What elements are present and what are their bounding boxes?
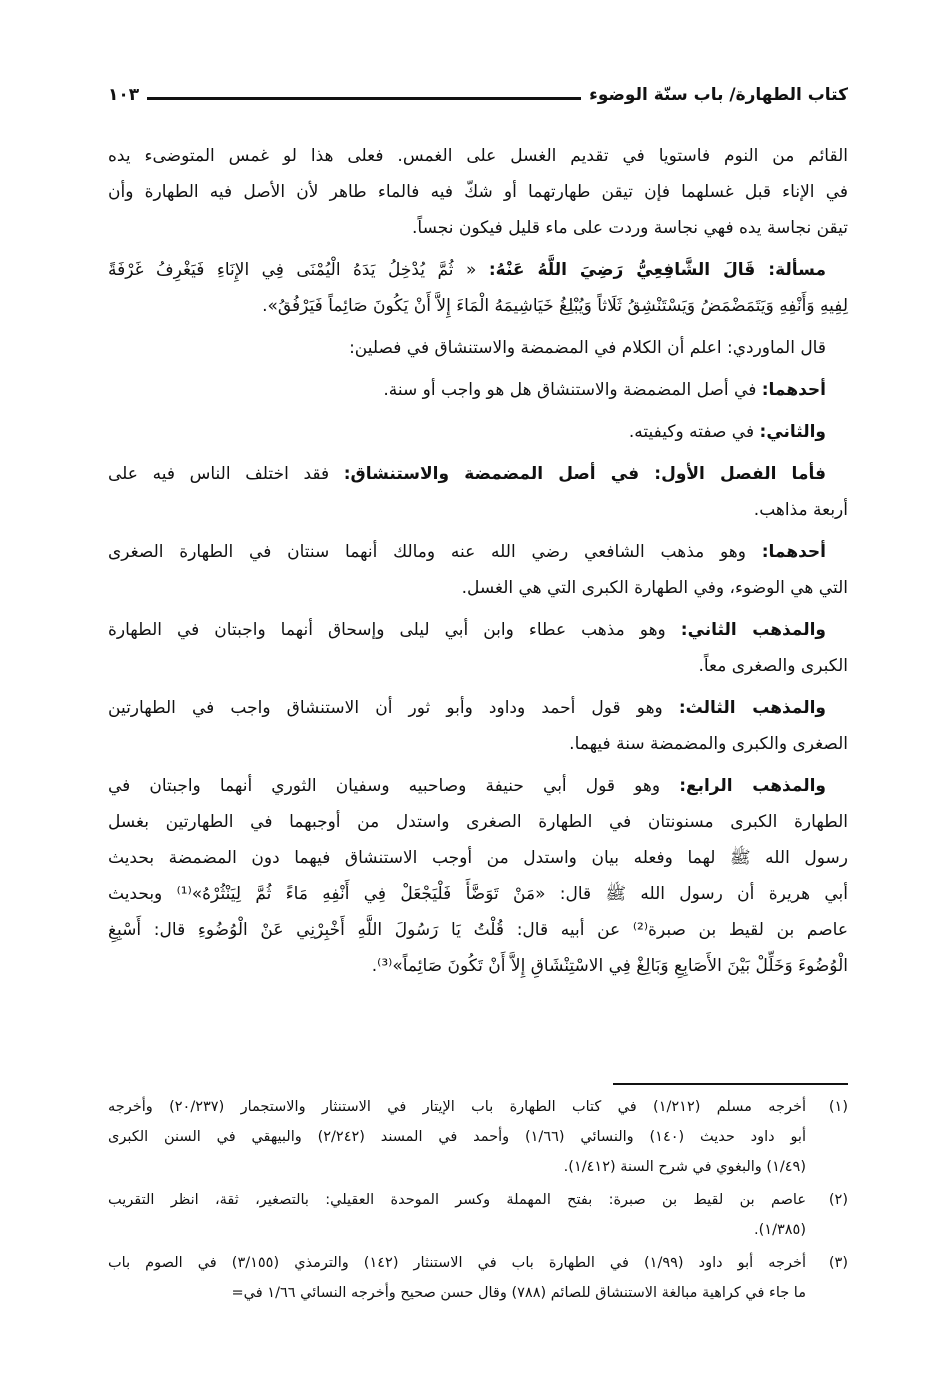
footnote-text: أخرجه أبو داود (١/٩٩) في الطهارة باب في الاستنثار (١٤٢) والترمذي (٣/١٥٥) في الصوم باب	[108, 1255, 806, 1271]
text-line	[108, 648, 848, 684]
footnote-line	[108, 1278, 848, 1308]
line-text: أبي هريرة أن رسول الله ﷺ قال: «مَنْ تَوَضَّأَ فَلْيَجْعَلْ فِي أَنْفِهِ مَاءً ثُمَّ لِيَنْثُرْهُ»⁽¹⁾ وبحديث	[108, 884, 848, 904]
paragraph	[108, 768, 848, 984]
line-text: الصغرى والكبرى والمضمضة سنة فيهما.	[569, 734, 848, 754]
footnote	[108, 1248, 848, 1308]
bold-lead: أحدهما:	[761, 380, 826, 400]
line-text: الْوُضُوءَ وَخَلِّلْ بَيْنَ الأَصَابِعِ وَبَالِغْ فِي الاسْتِنْشَاقِ إِلاَّ أَنْ تَكُونَ صَائِماً»⁽³⁾.	[371, 956, 848, 976]
footnote-line	[108, 1092, 848, 1122]
line-text: القائم من النوم فاستويا في تقديم الغسل على الغمس. فعلى هذا لو غمس المتوضىء يده	[108, 146, 848, 166]
paragraph	[108, 330, 848, 366]
text-line	[108, 948, 848, 984]
bold-lead: فأما الفصل الأول: في أصل المضمضة والاستنشاق:	[343, 464, 826, 484]
footnote	[108, 1185, 848, 1245]
text-line	[108, 210, 848, 246]
line-text: لِفِيهِ وَأَنْفِهِ وَيَتَمَضْمَضُ وَيَسْتَنْشِقُ ثَلَاثاً وَيُبْلِغُ خَيَاشِيمَهُ الْمَاءَ إِلاَّ أَنْ يَكُونَ صَائِماً فَيَرْفُقُ».	[262, 296, 848, 316]
line-text: عاصم بن لقيط بن صبرة⁽²⁾ عن أبيه قال: قُلْتُ يَا رَسُولَ اللَّهِ أَخْبِرْنِي عَنْ الْوُضُوءِ قال: أَسْبِغِ	[108, 920, 848, 940]
text-line	[108, 492, 848, 528]
text-line	[108, 372, 848, 408]
line-text: « ثُمَّ يُدْخِلُ يَدَهُ الْيُمْنَى فِي الإِنَاءِ فَيَغْرِفُ غَرْفَةً	[108, 260, 489, 280]
footnote-line	[108, 1122, 848, 1152]
footnote-text: ما جاء في كراهية مبالغة الاستنشاق للصائم (٧٨٨) وقال حسن صحيح وأخرجه النسائي ١/٦٦ في=	[231, 1285, 806, 1301]
footnote-line	[108, 1248, 848, 1278]
footnote	[108, 1092, 848, 1182]
text-line	[108, 330, 848, 366]
line-text: التي هي الوضوء، وفي الطهارة الكبرى التي هي الغسل.	[461, 578, 848, 598]
text-line	[108, 876, 848, 912]
paragraph	[108, 372, 848, 408]
main-text	[108, 138, 848, 990]
footnote-number: (١)	[828, 1099, 848, 1115]
line-text: في الإناء قبل غسلهما فإن تيقن طهارتهما أو شكّ فيه فالماء طاهر لأن الأصل فيه الطهارة وأن	[108, 182, 848, 202]
text-line	[108, 138, 848, 174]
paragraph	[108, 612, 848, 684]
paragraph	[108, 138, 848, 246]
text-line	[108, 840, 848, 876]
header-title: كتاب الطهارة/ باب سنّة الوضوء	[589, 85, 848, 105]
footnote-divider	[613, 1083, 848, 1085]
text-line	[108, 534, 848, 570]
line-text: قال الماوردي: اعلم أن الكلام في المضمضة والاستنشاق في فصلين:	[349, 338, 826, 358]
line-text: تيقن نجاسة يده فهي نجاسة وردت على ماء قليل فيكون نجساً.	[412, 218, 848, 238]
footnote-number: (٢)	[828, 1192, 848, 1208]
line-text: رسول الله ﷺ لهما وفعله بيان واستدل من أوجب الاستنشاق فيهما دون المضمضة بحديث	[108, 848, 848, 868]
line-text: أربعة مذاهب.	[753, 500, 848, 520]
footnote-text: (١/٣٨٥).	[754, 1222, 806, 1238]
footnote-text: (١/٤٩) والبغوي في شرح السنة (١/٤١٢).	[563, 1159, 806, 1175]
header-rule	[147, 97, 581, 100]
footnote-text: أبو داود حديث (١٤٠) والنسائي (١/٦٦) وأحمد في المسند (٢/٢٤٢) والبيهقي في السنن الكبرى	[108, 1129, 806, 1145]
line-text: وهو مذهب عطاء وابن أبي ليلى وإسحاق أنهما واجبتان في الطهارة	[108, 620, 681, 640]
bold-lead: أحدهما:	[761, 542, 826, 562]
line-text: في أصل المضمضة والاستنشاق هل هو واجب أو سنة.	[383, 380, 762, 400]
text-line	[108, 726, 848, 762]
text-line	[108, 414, 848, 450]
text-line	[108, 288, 848, 324]
line-text: في صفته وكيفيته.	[628, 422, 760, 442]
line-text: وهو مذهب الشافعي رضي الله عنه ومالك أنهما سنتان في الطهارة الصغرى	[108, 542, 762, 562]
footnote-line	[108, 1185, 848, 1215]
bold-lead: والمذهب الرابع:	[679, 776, 826, 796]
text-line	[108, 690, 848, 726]
text-line	[108, 768, 848, 804]
line-text: الطهارة الكبرى مسنونتان في الطهارة الصغرى واستدل من أوجبهما في الطهارتين بغسل	[108, 812, 848, 832]
line-text: وهو قول أبي حنيفة وصاحبيه وسفيان الثوري أنهما واجبتان في	[108, 776, 680, 796]
text-line	[108, 612, 848, 648]
footnote-text: أخرجه مسلم (١/٢١٢) في كتاب الطهارة باب الإيتار في الاستنثار والاستجمار (٢٠/٢٣٧) وأخرجه	[108, 1099, 807, 1115]
bold-lead: والمذهب الثالث:	[678, 698, 826, 718]
footnote-text: عاصم بن لقيط بن صبرة: بفتح المهملة وكسر الموحدة العقيلي: بالتصغير، ثقة، انظر التقريب	[108, 1192, 806, 1208]
bold-lead: والثاني:	[759, 422, 826, 442]
footnote-number: (٣)	[828, 1255, 848, 1271]
text-line	[108, 456, 848, 492]
paragraph	[108, 456, 848, 528]
footnote-line	[108, 1215, 848, 1245]
running-header	[108, 80, 848, 110]
text-line	[108, 252, 848, 288]
bold-lead: مسألة: قَالَ الشَّافِعِيُّ رَضِيَ اللَّهُ عَنْهُ:	[488, 260, 826, 280]
line-text: الكبرى والصغرى معاً.	[698, 656, 848, 676]
paragraph	[108, 252, 848, 324]
text-line	[108, 570, 848, 606]
paragraph	[108, 534, 848, 606]
line-text: فقد اختلف الناس فيه على	[108, 464, 344, 484]
text-line	[108, 174, 848, 210]
paragraph	[108, 414, 848, 450]
bold-lead: والمذهب الثاني:	[680, 620, 826, 640]
text-line	[108, 912, 848, 948]
footnotes	[108, 1092, 848, 1311]
paragraph	[108, 690, 848, 762]
footnote-line	[108, 1152, 848, 1182]
line-text: وهو قول أحمد وداود وأبو ثور أن الاستنشاق واجب في الطهارتين	[108, 698, 679, 718]
text-line	[108, 804, 848, 840]
page-number: ١٠٣	[108, 85, 140, 105]
